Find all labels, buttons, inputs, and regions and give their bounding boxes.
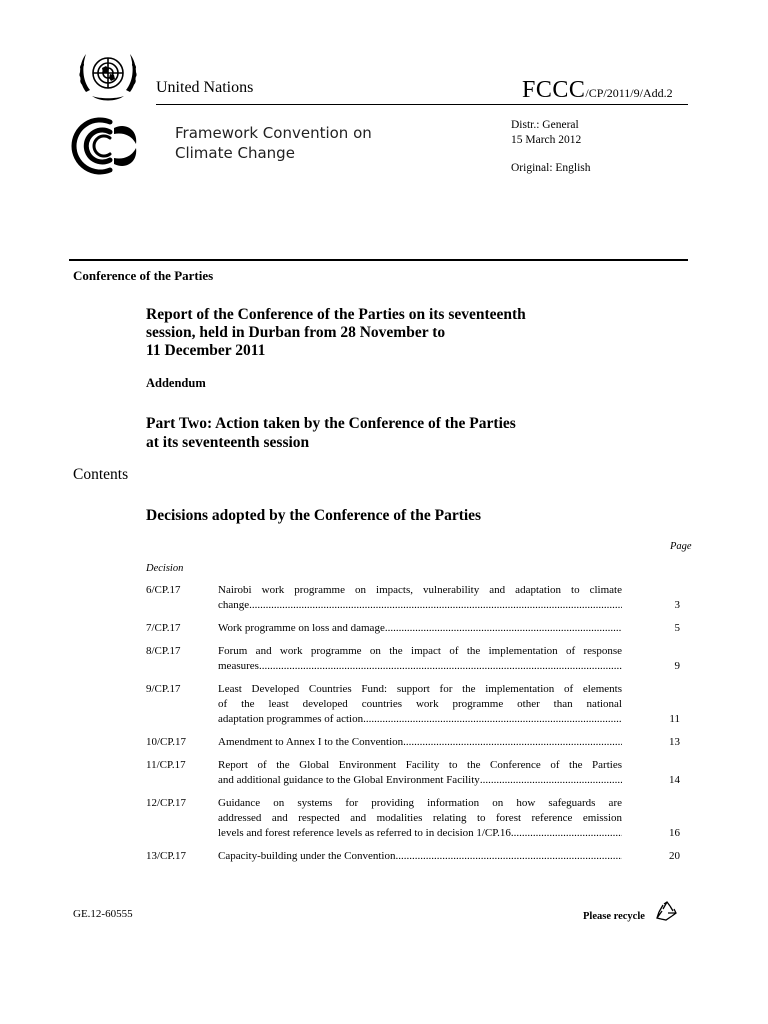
toc-page-number: 14 (669, 774, 680, 786)
toc-title-line (218, 659, 622, 674)
page-column-label: Page (670, 541, 692, 552)
toc-row (0, 583, 768, 613)
toc-title (218, 583, 622, 613)
toc-title-text: levels and forest reference levels as referred to in decision 1/CP.16 (218, 827, 511, 839)
organization-name: United Nations (156, 79, 254, 96)
toc-decision-number: 9/CP.17 (146, 683, 181, 695)
recycle-icon (655, 900, 679, 924)
toc-row (0, 758, 768, 788)
part-two-line: at its seventeenth session (146, 434, 310, 451)
toc-title-line: Forum and work programme on the impact of the implementation of response (218, 645, 622, 657)
toc-decision-number: 6/CP.17 (146, 584, 181, 596)
toc-title-line (218, 712, 622, 727)
toc-title-line: Guidance on systems for providing information on how safeguards are (218, 797, 622, 809)
part-two-line: Part Two: Action taken by the Conference of the Parties (146, 415, 516, 432)
toc-row (0, 735, 768, 750)
toc-title-line (218, 773, 622, 788)
toc-page-number: 9 (674, 660, 680, 672)
toc-leader-dots (511, 826, 622, 841)
toc-decision-number: 7/CP.17 (146, 622, 181, 634)
toc-title-text: and additional guidance to the Global Environment Facility (218, 774, 480, 786)
toc-leader-dots (480, 773, 622, 788)
toc-decision-number: 10/CP.17 (146, 736, 187, 748)
body-name: Conference of the Parties (73, 268, 214, 283)
toc-row (0, 621, 768, 636)
symbol-suffix: /CP/2011/9/Add.2 (585, 86, 673, 100)
toc-title-line: Report of the Global Environment Facility to the Conference of the Parties (218, 759, 622, 771)
original-language: Original: English (511, 162, 591, 174)
document-symbol (522, 77, 673, 104)
toc-title-text: Capacity-building under the Convention (218, 850, 396, 862)
distribution-type: Distr.: General (511, 119, 579, 131)
toc-leader-dots (396, 849, 623, 864)
addendum-label: Addendum (146, 376, 206, 390)
convention-name-line2: Climate Change (175, 144, 295, 162)
report-title-line: session, held in Durban from 28 November to (146, 324, 446, 341)
convention-name-line1: Framework Convention on (175, 124, 372, 142)
toc-title-line (218, 849, 622, 864)
toc-row (0, 682, 768, 727)
toc-page-number: 16 (669, 827, 680, 839)
toc-leader-dots (403, 735, 622, 750)
toc-title (218, 621, 622, 636)
decisions-heading: Decisions adopted by the Conference of the Parties (146, 507, 482, 524)
document-date: 15 March 2012 (511, 134, 582, 146)
toc-title-line: Least Developed Countries Fund: support for the implementation of elements (218, 683, 622, 695)
toc-title (218, 849, 622, 864)
table-of-contents (0, 583, 768, 872)
toc-leader-dots (259, 659, 622, 674)
climate-change-logo (70, 114, 166, 176)
contents-heading: Contents (73, 466, 129, 483)
distribution-block (511, 118, 581, 148)
toc-title-line (218, 735, 622, 750)
toc-page-number: 3 (674, 599, 680, 611)
toc-title (218, 735, 622, 750)
toc-decision-number: 12/CP.17 (146, 797, 187, 809)
toc-title-line: addressed and respected and modalities relating to forest reference emission (218, 812, 622, 824)
symbol-main: FCCC (522, 77, 586, 103)
job-number: GE.12-60555 (73, 908, 133, 920)
report-title-line: Report of the Conference of the Parties on its seventeenth (146, 306, 526, 323)
decision-column-label: Decision (146, 563, 184, 574)
toc-row (0, 644, 768, 674)
header-divider (156, 104, 688, 105)
body-divider (69, 259, 688, 261)
toc-title (218, 796, 622, 841)
toc-row (0, 849, 768, 864)
part-two-heading (146, 414, 626, 452)
toc-page-number: 5 (674, 622, 680, 634)
toc-title-line (218, 826, 622, 841)
un-emblem-logo (72, 44, 144, 106)
convention-name (175, 123, 372, 163)
toc-title-line (218, 621, 622, 636)
report-title (146, 306, 626, 360)
toc-title-text: measures (218, 660, 259, 672)
toc-leader-dots (385, 621, 622, 636)
toc-page-number: 11 (669, 713, 680, 725)
toc-title-text: Work programme on loss and damage (218, 622, 385, 634)
recycle-notice: Please recycle (583, 911, 645, 922)
toc-page-number: 20 (669, 850, 680, 862)
toc-decision-number: 8/CP.17 (146, 645, 181, 657)
toc-decision-number: 11/CP.17 (146, 759, 186, 771)
toc-title-text: Amendment to Annex I to the Convention (218, 736, 404, 748)
toc-title-line: of the least developed countries work programme other than national (218, 698, 622, 710)
toc-title (218, 644, 622, 674)
toc-title-line: Nairobi work programme on impacts, vulnerability and adaptation to climate (218, 584, 622, 596)
toc-title-line (218, 598, 622, 613)
toc-title (218, 682, 622, 727)
toc-leader-dots (249, 598, 622, 613)
toc-leader-dots (363, 712, 622, 727)
report-title-line: 11 December 2011 (146, 342, 266, 359)
toc-title-text: adaptation programmes of action (218, 713, 364, 725)
toc-title (218, 758, 622, 788)
toc-decision-number: 13/CP.17 (146, 850, 187, 862)
toc-title-text: change (218, 599, 250, 611)
toc-row (0, 796, 768, 841)
toc-page-number: 13 (669, 736, 680, 748)
